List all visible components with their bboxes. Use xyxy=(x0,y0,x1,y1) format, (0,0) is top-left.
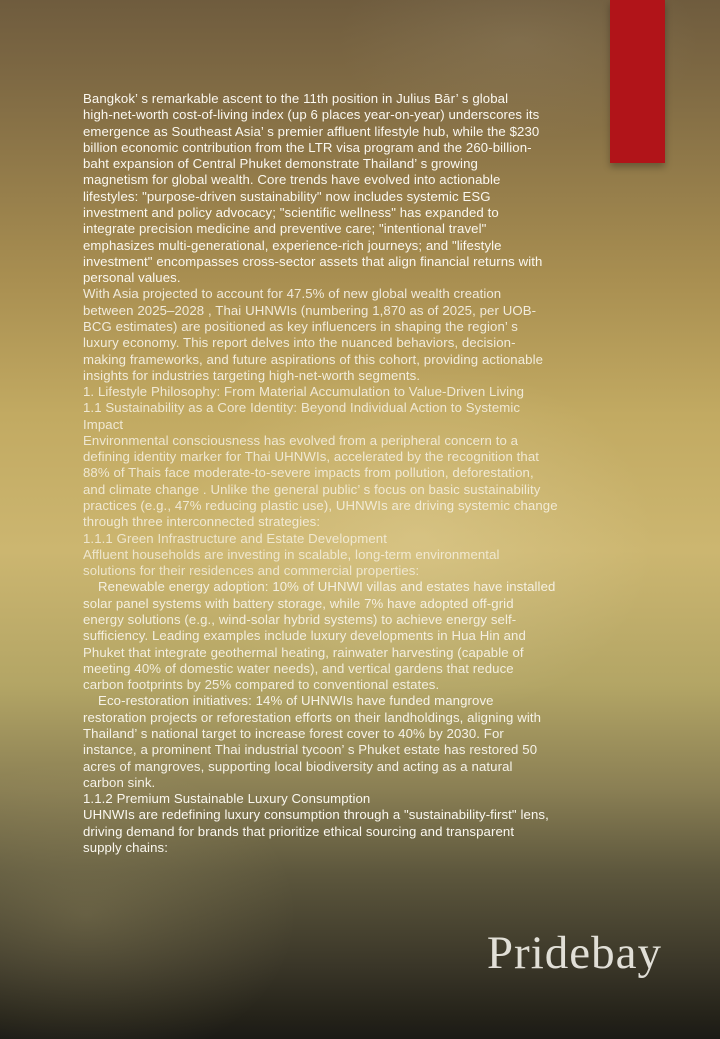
text-line: 1. Lifestyle Philosophy: From Material Accumulation to Value-Driven Living xyxy=(83,384,525,400)
paragraph xyxy=(83,579,668,693)
text-line: solutions for their residences and commercial properties: xyxy=(83,563,420,579)
text-line: personal values. xyxy=(83,270,181,286)
text-line: 1.1.1 Green Infrastructure and Estate Development xyxy=(83,530,387,546)
text-line: UHNWIs are redefining luxury consumption through a "sustainability-first" lens, xyxy=(83,807,549,823)
paragraph xyxy=(83,547,668,580)
paragraph xyxy=(83,91,668,286)
text-line: high-net-worth cost-of-living index (up 6 places year-on-year) underscores its xyxy=(83,107,540,123)
section-heading xyxy=(83,531,668,547)
text-line: supply chains: xyxy=(83,839,168,855)
text-line: 88% of Thais face moderate-to-severe impacts from pollution, deforestation, xyxy=(83,465,534,481)
text-line: Eco-restoration initiatives: 14% of UHNWIs have funded mangrove xyxy=(83,693,494,709)
text-line: Impact xyxy=(83,416,124,432)
text-line: investment and policy advocacy; "scientific wellness" has expanded to xyxy=(83,204,499,220)
text-line: BCG estimates) are positioned as key influencers in shaping the region’ s xyxy=(83,318,518,334)
text-line: practices (e.g., 47% reducing plastic use), UHNWIs are driving systemic change xyxy=(83,498,558,514)
text-line: between 2025–2028 , Thai UHNWIs (numbering 1,870 as of 2025, per UOB- xyxy=(83,302,537,318)
text-line: Affluent households are investing in scalable, long-term environmental xyxy=(83,546,500,562)
text-line: meeting 40% of domestic water needs), and vertical gardens that reduce xyxy=(83,660,514,676)
section-heading xyxy=(83,791,668,807)
text-line: emphasizes multi-generational, experience-rich journeys; and "lifestyle xyxy=(83,237,502,253)
text-line: integrate precision medicine and preventive care; "intentional travel" xyxy=(83,221,487,237)
text-line: baht expansion of Central Phuket demonstrate Thailand’ s growing xyxy=(83,156,478,172)
text-line: sufficiency. Leading examples include luxury developments in Hua Hin and xyxy=(83,628,526,644)
text-line: magnetism for global wealth. Core trends have evolved into actionable xyxy=(83,172,501,188)
paragraph xyxy=(83,693,668,791)
text-line: insights for industries targeting high-net-worth segments. xyxy=(83,367,421,383)
pridebay-logo: Pridebay xyxy=(486,927,662,979)
text-line: emergence as Southeast Asia’ s premier affluent lifestyle hub, while the $230 xyxy=(83,123,540,139)
text-line: and climate change . Unlike the general public’ s focus on basic sustainability xyxy=(83,481,541,497)
text-line: luxury economy. This report delves into the nuanced behaviors, decision- xyxy=(83,335,516,351)
text-line: Thailand’ s national target to increase forest cover to 40% by 2030. For xyxy=(83,725,504,741)
paragraph xyxy=(83,433,668,531)
text-line: billion economic contribution from the LTR visa program and the 260-billion- xyxy=(83,139,532,155)
paragraph xyxy=(83,286,668,384)
text-line: acres of mangroves, supporting local biodiversity and acting as a natural xyxy=(83,758,513,774)
section-heading xyxy=(83,400,668,433)
report-body-text xyxy=(83,91,668,856)
text-line: carbon footprints by 25% compared to conventional estates. xyxy=(83,677,440,693)
text-line: 1.1.2 Premium Sustainable Luxury Consumption xyxy=(83,791,371,807)
text-line: lifestyles: "purpose-driven sustainability" now includes systemic ESG xyxy=(83,188,491,204)
text-line: investment" encompasses cross-sector assets that align financial returns with xyxy=(83,253,543,269)
text-line: making frameworks, and future aspirations of this cohort, providing actionable xyxy=(83,351,544,367)
text-line: energy solutions (e.g., wind-solar hybrid systems) to achieve energy self- xyxy=(83,612,517,627)
text-line: Environmental consciousness has evolved from a peripheral concern to a xyxy=(83,432,519,448)
text-line: defining identity marker for Thai UHNWIs, accelerated by the recognition that xyxy=(83,449,540,465)
text-line: carbon sink. xyxy=(83,774,156,790)
text-line: Renewable energy adoption: 10% of UHNWI villas and estates have installed xyxy=(83,579,556,595)
text-line: through three interconnected strategies: xyxy=(83,514,321,530)
paragraph xyxy=(83,807,668,856)
text-line: driving demand for brands that prioritize ethical sourcing and transparent xyxy=(83,823,515,839)
text-line: Phuket that integrate geothermal heating, rainwater harvesting (capable of xyxy=(83,644,524,660)
text-line: instance, a prominent Thai industrial tycoon’ s Phuket estate has restored 50 xyxy=(83,742,538,758)
text-line: With Asia projected to account for 47.5% of new global wealth creation xyxy=(83,286,502,302)
text-line: restoration projects or reforestation efforts on their landholdings, aligning with xyxy=(83,709,542,725)
section-heading xyxy=(83,384,668,400)
text-line: 1.1 Sustainability as a Core Identity: Beyond Individual Action to Systemic xyxy=(83,400,521,416)
text-line: solar panel systems with battery storage, while 7% have adopted off-grid xyxy=(83,595,514,611)
text-line: Bangkok’ s remarkable ascent to the 11th position in Julius Bār’ s global xyxy=(83,91,509,106)
